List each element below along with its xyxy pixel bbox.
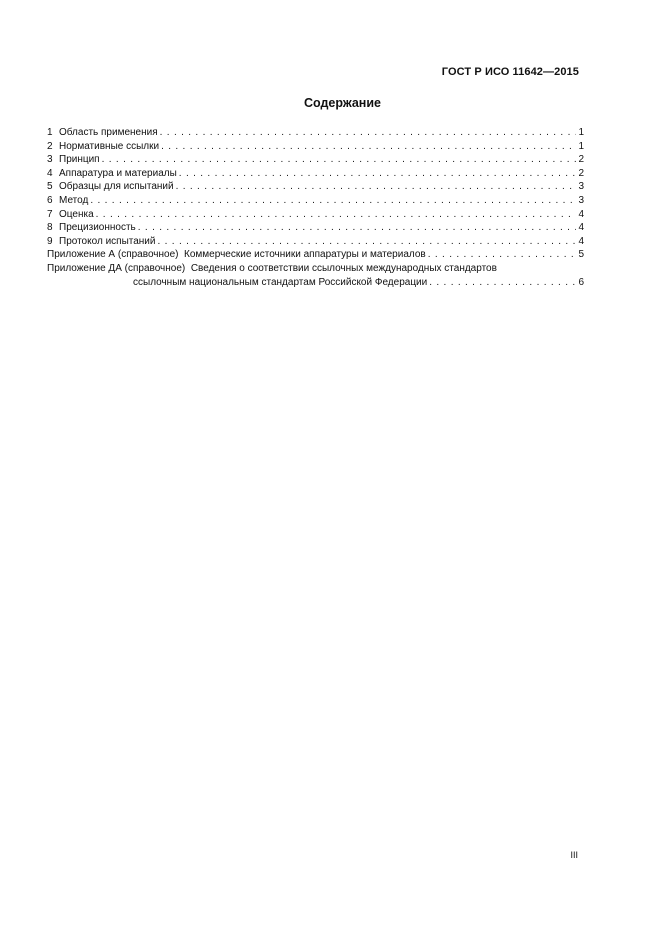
toc-leader-dots [96, 208, 577, 222]
toc-leader-dots [179, 167, 577, 181]
toc-item[interactable] [47, 235, 584, 249]
toc-item[interactable] [47, 153, 584, 167]
toc-item-title: Метод [59, 194, 89, 206]
toc-item-page: 5 [578, 249, 584, 261]
toc-item-title: Оценка [59, 208, 94, 220]
toc-item-number: 2 [47, 140, 53, 152]
toc-annex-da[interactable] [47, 262, 584, 289]
toc-item-page: 2 [578, 154, 584, 166]
toc-item-page: 4 [578, 222, 584, 234]
annex-title: Коммерческие источники аппаратуры и материалов [184, 249, 426, 261]
toc-item-number: 4 [47, 167, 53, 179]
toc-item-page: 1 [578, 140, 584, 152]
toc-item[interactable] [47, 180, 584, 194]
toc-item-number: 3 [47, 154, 53, 166]
toc-leader-dots [138, 221, 577, 235]
page-number: III [570, 850, 578, 860]
annex-label: Приложение ДА (справочное) [47, 262, 186, 274]
toc-item-page: 3 [578, 181, 584, 193]
document-code: ГОСТ Р ИСО 11642—2015 [441, 66, 579, 78]
toc-item-number: 6 [47, 194, 53, 206]
toc-leader-dots [157, 235, 576, 249]
table-of-contents [47, 126, 584, 289]
toc-leader-dots [102, 153, 577, 167]
annex-title-line2: ссылочным национальным стандартам Российской Федерации [133, 276, 428, 288]
toc-item-page: 3 [578, 194, 584, 206]
toc-title: Содержание [303, 96, 381, 110]
toc-item[interactable] [47, 126, 584, 140]
toc-item-page: 2 [578, 167, 584, 179]
toc-item[interactable] [47, 208, 584, 222]
toc-item[interactable] [47, 140, 584, 154]
toc-item-title: Образцы для испытаний [59, 181, 174, 193]
annex-label: Приложение А (справочное) [47, 249, 179, 261]
toc-item-number: 1 [47, 127, 53, 138]
toc-leader-dots [428, 248, 577, 262]
toc-item-number: 9 [47, 235, 53, 247]
annex-title-line1: Сведения о соответствии ссылочных международных стандартов [190, 262, 497, 274]
toc-item-title: Аппаратура и материалы [59, 167, 177, 179]
toc-leader-dots [160, 126, 577, 140]
toc-item-page: 1 [578, 127, 584, 138]
toc-leader-dots [429, 276, 576, 290]
toc-item-page: 4 [578, 235, 584, 247]
toc-item-number: 7 [47, 208, 53, 220]
toc-leader-dots [161, 140, 576, 154]
toc-leader-dots [176, 180, 577, 194]
toc-item-title: Прецизионность [59, 222, 136, 234]
toc-item-title: Протокол испытаний [59, 235, 156, 247]
toc-item-title: Нормативные ссылки [59, 140, 160, 152]
toc-item[interactable] [47, 221, 584, 235]
toc-item-page: 4 [578, 208, 584, 220]
toc-item-number: 5 [47, 181, 53, 193]
toc-item[interactable] [47, 167, 584, 181]
toc-annex-a[interactable] [47, 248, 584, 262]
toc-item-title: Принцип [59, 154, 100, 166]
toc-item-title: Область применения [59, 127, 158, 138]
toc-item[interactable] [47, 194, 584, 208]
toc-item-page: 6 [578, 276, 584, 288]
toc-item-number: 8 [47, 222, 53, 234]
toc-leader-dots [90, 194, 576, 208]
